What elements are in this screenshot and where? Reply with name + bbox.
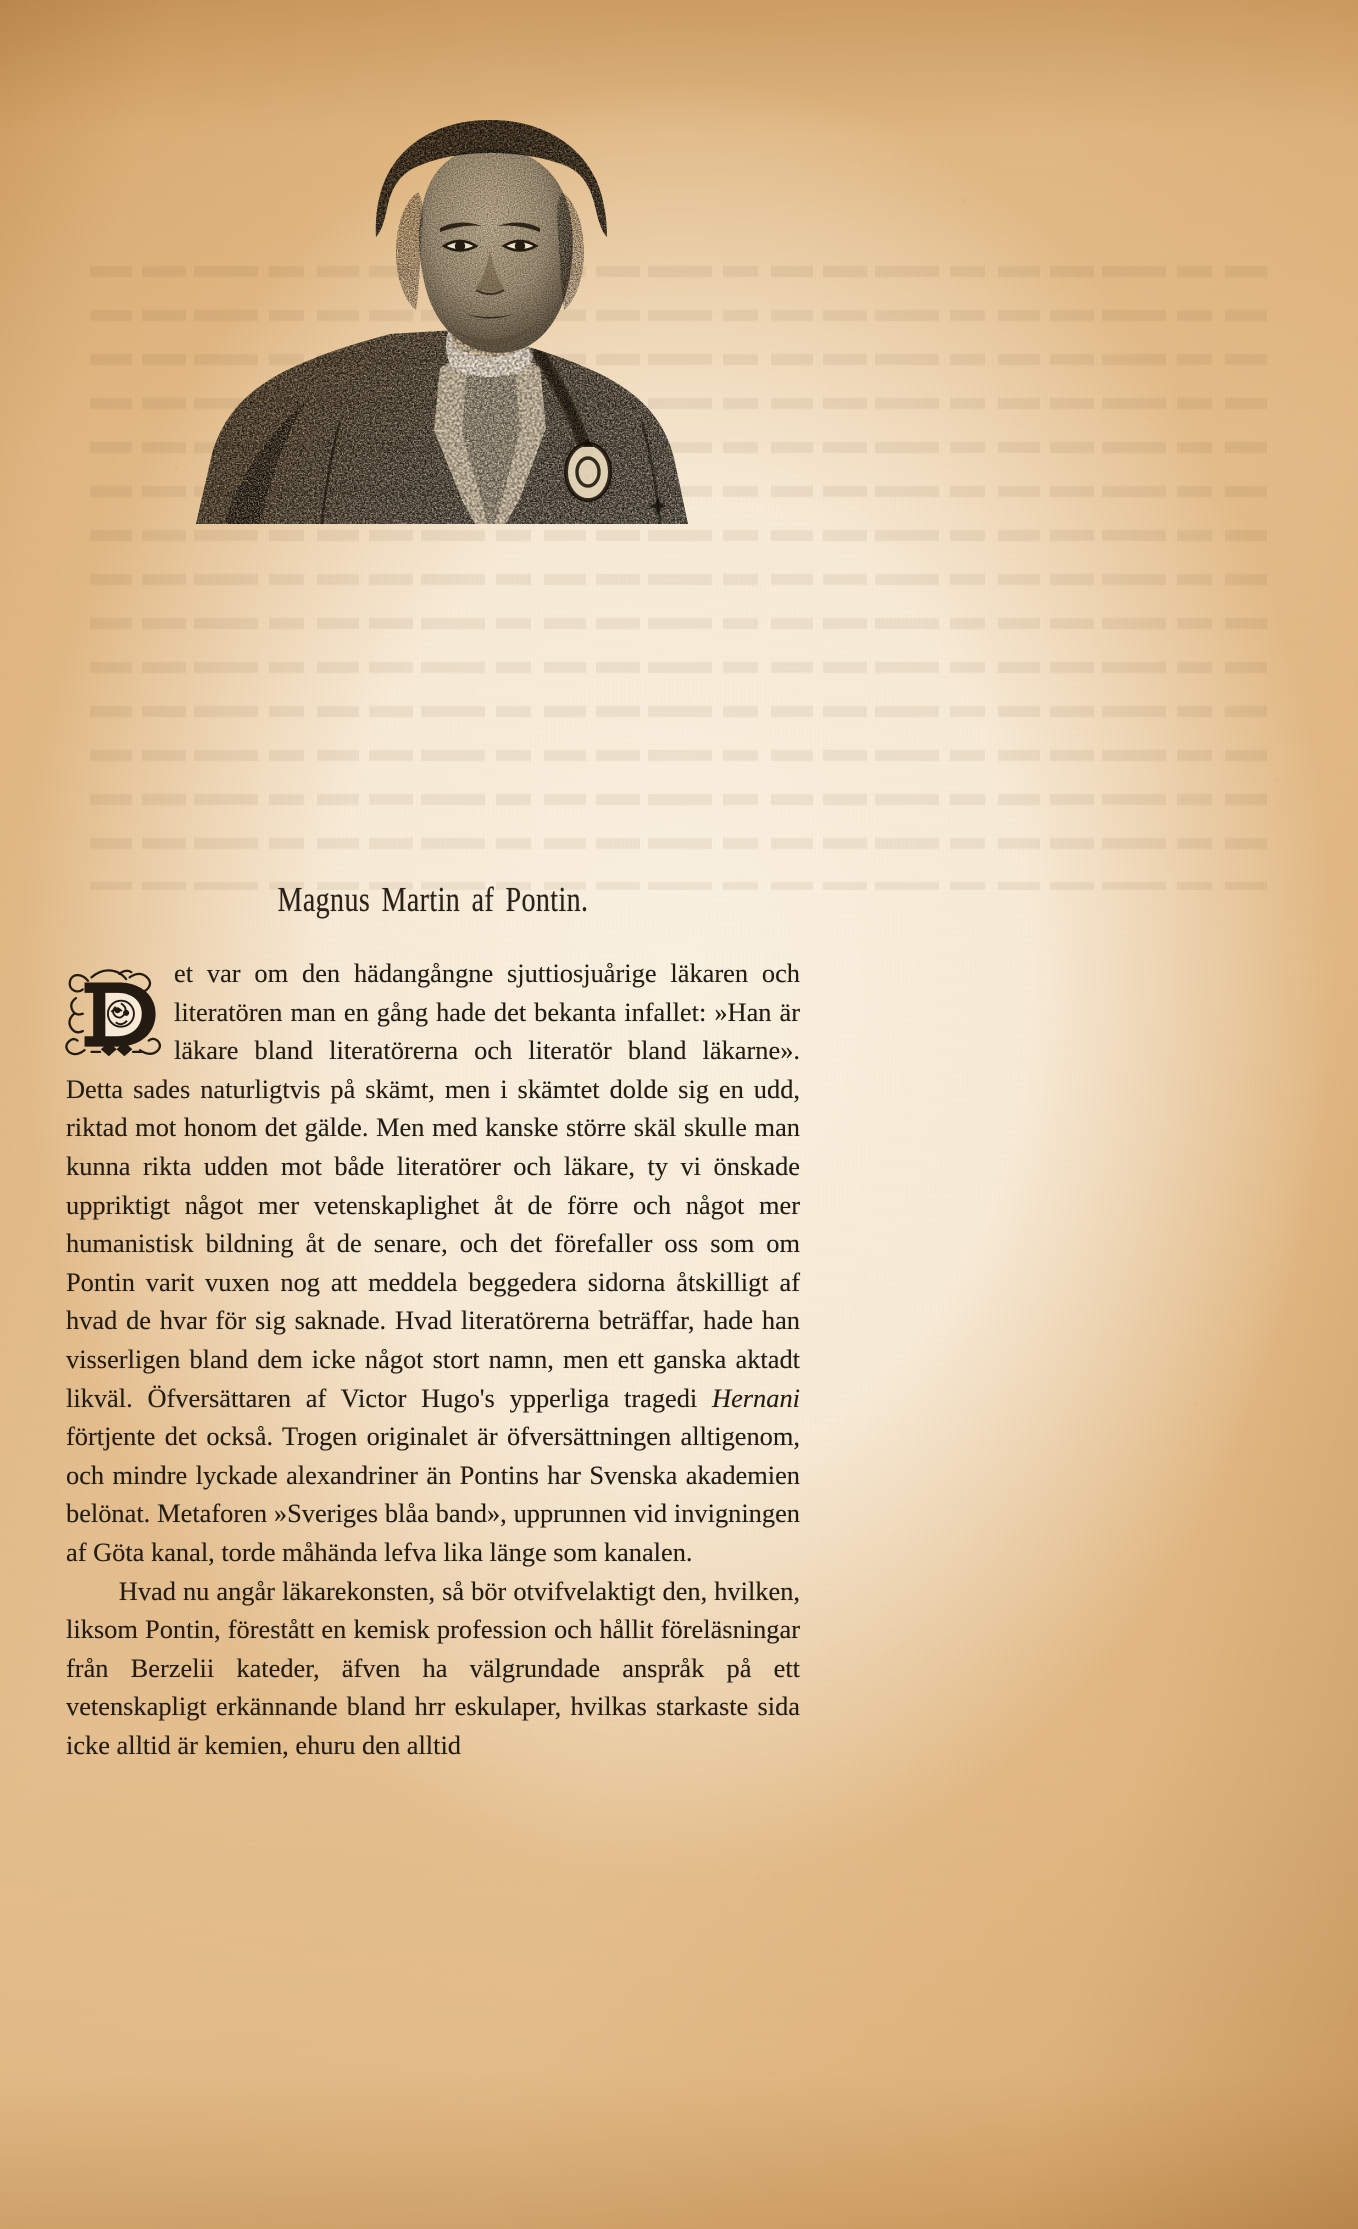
paragraph-1-e: Öfversättaren af Victor Hugo's ypperliga tragedi (147, 1382, 698, 1413)
paragraph-1-quote: »Han är läkare bland literatörerna och literatör bland läkarne». (174, 996, 800, 1066)
paragraph-1-g: Trogen originalet är öfversättningen alltigenom, och mindre lyckade alexandriner än Pontins har Svenska akademien belönat. (66, 1421, 800, 1529)
portrait-plate (190, 100, 790, 640)
work-title-hernani: Hernani (712, 1382, 800, 1413)
paragraph-1-d: Hvad literatörerna beträffar, hade han visserligen bland dem icke något stort namn, men ett ganska aktadt likväl. (66, 1305, 800, 1413)
drop-cap-initial-d (62, 960, 166, 1064)
text-column (66, 880, 800, 1764)
page-title: Magnus Martin af Pontin. (277, 880, 589, 919)
paragraph-1-lead: et var om den hädangångne sjuttiosjuårige läkaren och literatören man en gång hade det bekanta infallet: (174, 958, 800, 1027)
paragraph-1-c: Men med kanske större skäl skulle man kunna rikta udden mot både literatörer och läkare, ty vi önskade uppriktigt något mer vetenskaplighet åt de förre och något mer humanistisk bildning åt de senare, och det förefaller oss som om Pontin varit vuxen nog att meddela beggedera sidorna åtskilligt af hvad de hvar för sig saknade. (66, 1112, 800, 1336)
paragraph-1 (66, 954, 800, 1572)
paragraph-1-f: förtjente det också. (66, 1421, 274, 1452)
paragraph-2: Hvad nu angår läkarekonsten, så bör otvifvelaktigt den, hvilken, liksom Pontin, förestått en kemisk profession och hållit föreläsningar från Berzelii kateder, äfven ha välgrundade anspråk på ett vetenskapligt erkännande bland hrr eskulaper, hvilkas starkaste sida icke alltid är kemien, ehuru den alltid (66, 1575, 800, 1760)
paragraph-1-h: Metaforen »Sveriges blåa band», upprunnen vid invigningen af Göta kanal, torde måhända lefva lika länge som kanalen. (66, 1498, 800, 1567)
paragraph-1-b: Detta sades naturligtvis på skämt, men i skämtet dolde sig en udd, riktad mot honom det gälde. (66, 1073, 800, 1143)
